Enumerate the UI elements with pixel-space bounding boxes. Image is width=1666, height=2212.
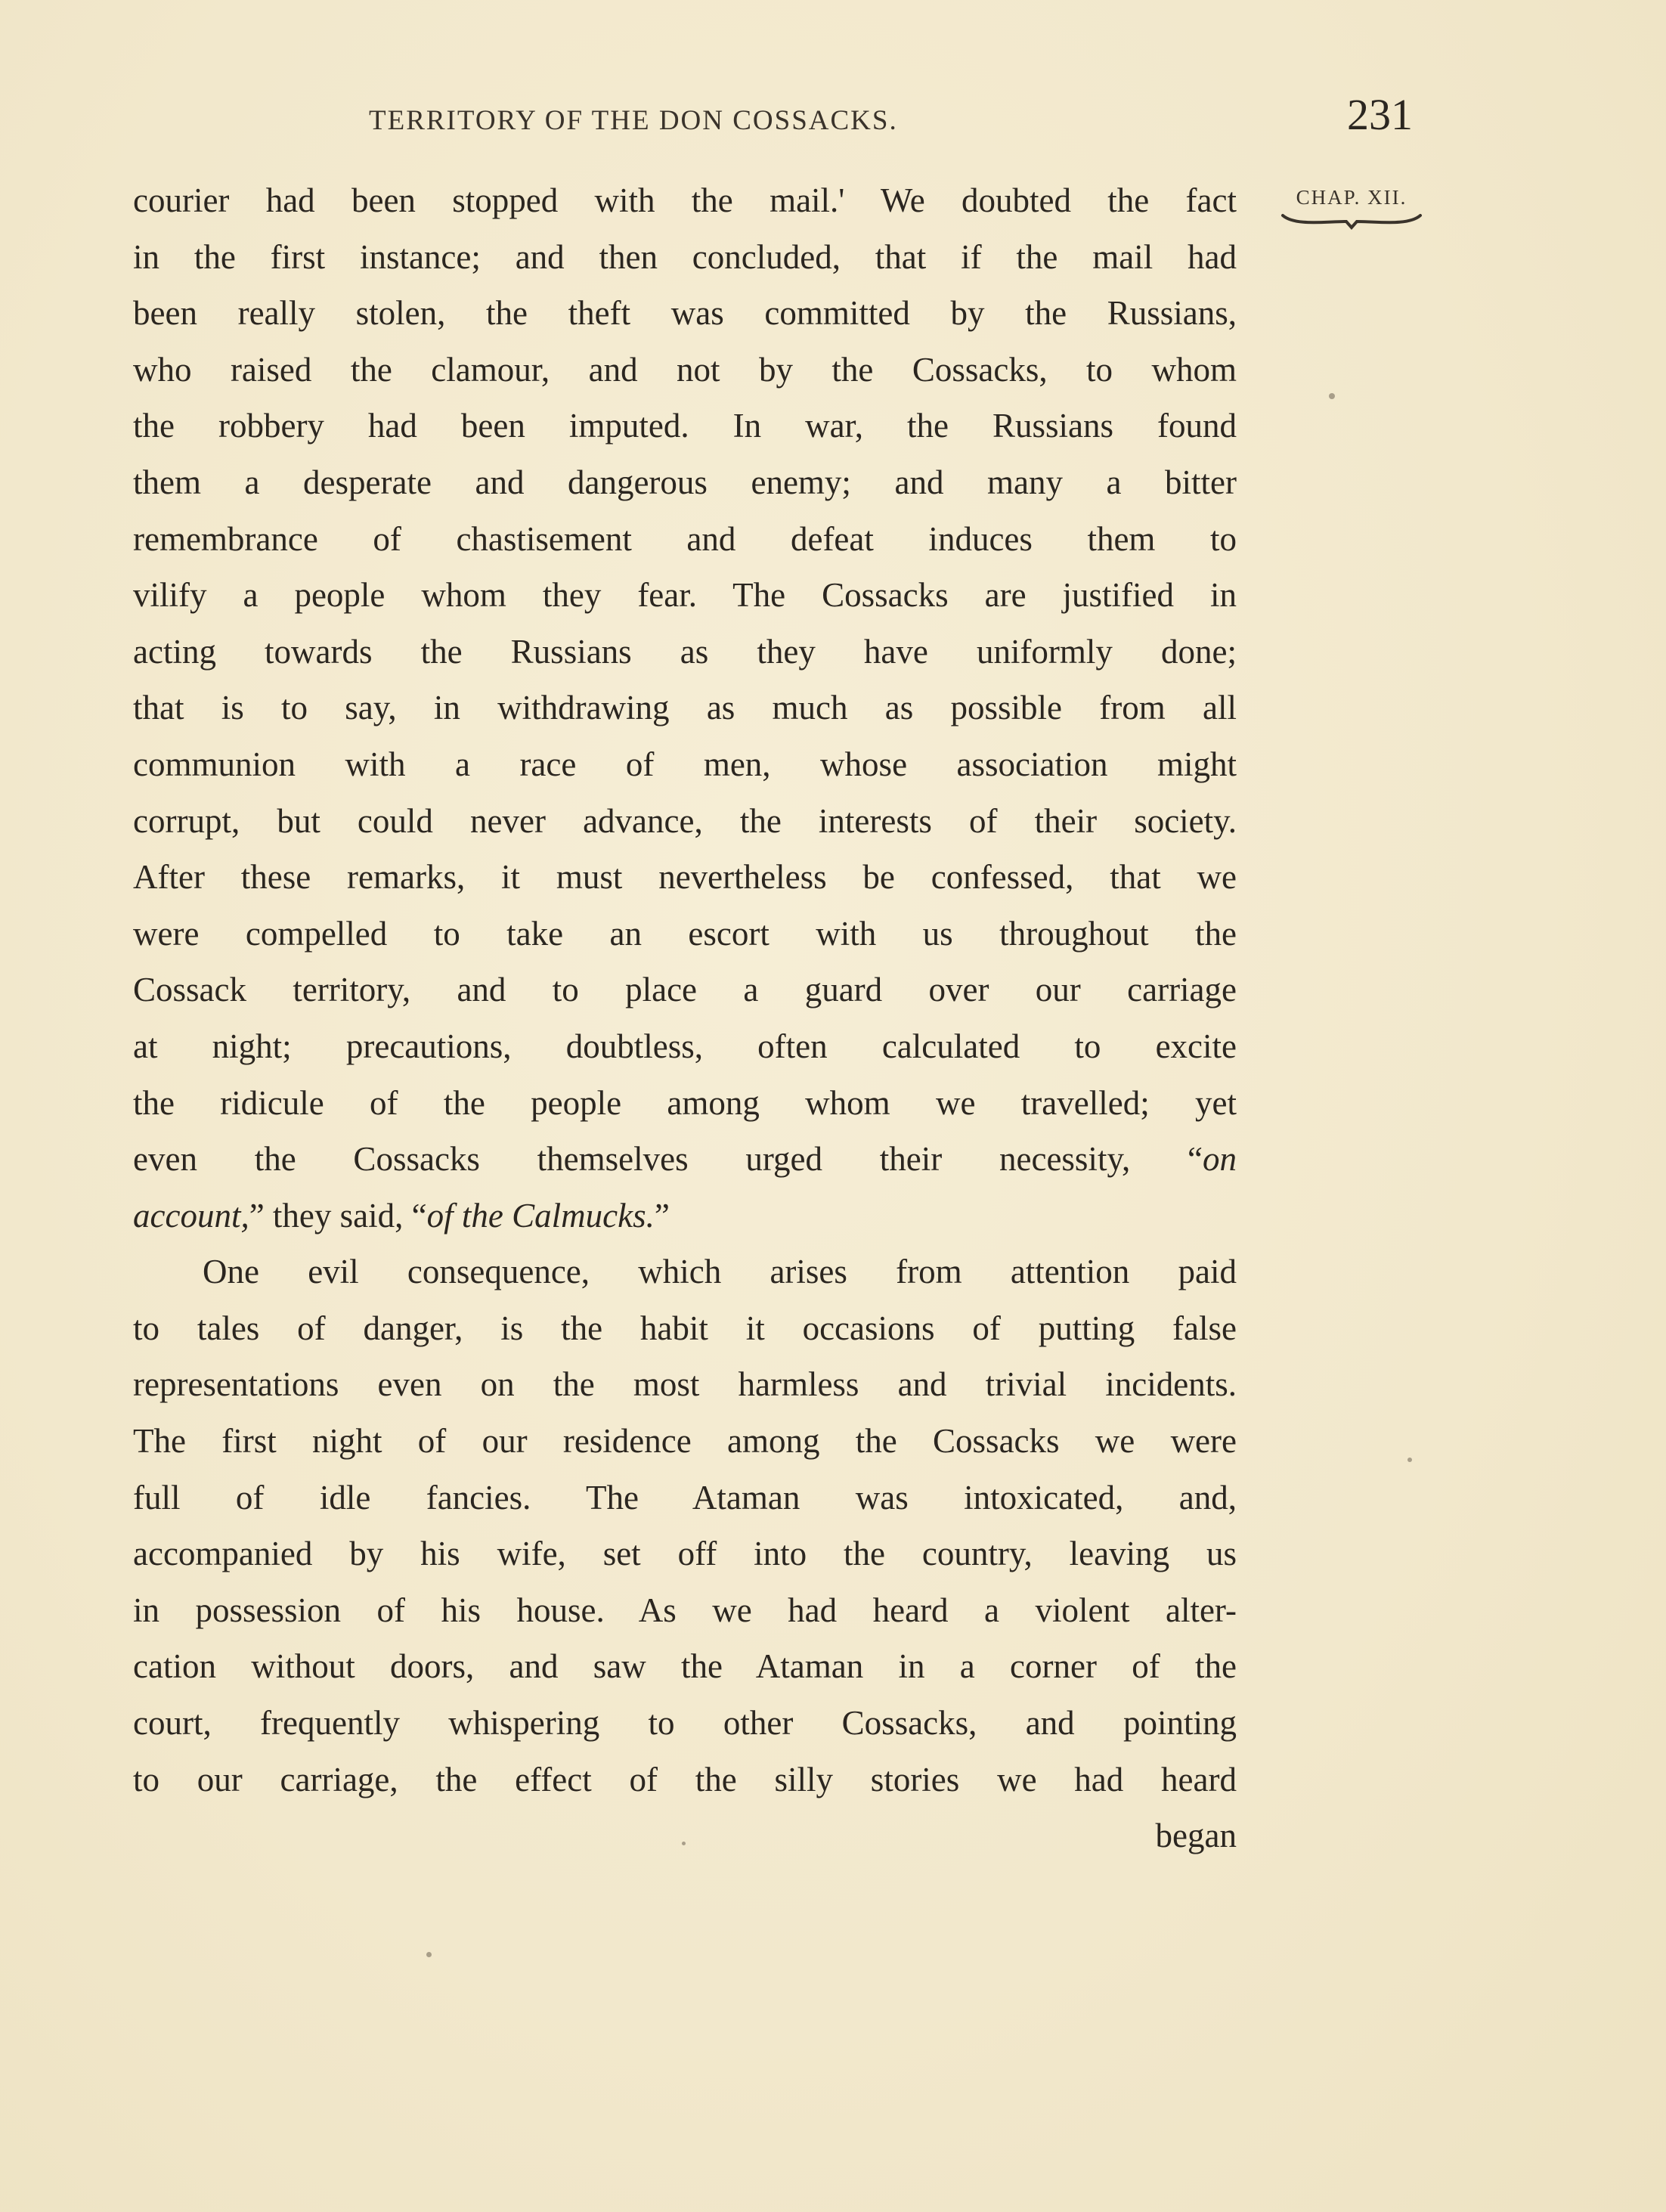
text-line-19-italic-start: account, [133, 1196, 249, 1235]
text-line-19-roman: ” they said, “ [249, 1196, 427, 1235]
paper-speck [426, 1952, 432, 1957]
text-line-20: One evil consequence, which arises from attention paid [203, 1253, 1237, 1291]
text-line-19-italic: of the Calmucks. [426, 1196, 655, 1235]
text-line-28: court, frequently whispering to other Cossacks, and pointing [133, 1704, 1237, 1743]
text-line-22: representations even on the most harmless and trivial incidents. [133, 1365, 1237, 1404]
text-line-6: them a desperate and dangerous enemy; and many a bitter [133, 463, 1237, 501]
text-line-23: The first night of our residence among the Cossacks we were [133, 1422, 1237, 1461]
text-line-19 [133, 1188, 1237, 1244]
text-line-11: communion with a race of men, whose association might [133, 745, 1237, 783]
text-line-29: to our carriage, the effect of the silly stories we had heard [133, 1760, 1237, 1798]
text-line-16: at night; precautions, doubtless, often calculated to excite [133, 1027, 1237, 1065]
text-line-27: cation without doors, and saw the Ataman in a corner of the [133, 1647, 1237, 1686]
paper-speck [1329, 393, 1335, 399]
text-line-17: the ridicule of the people among whom we travelled; yet [133, 1083, 1237, 1122]
text-line-2: in the first instance; and then concluded, that if the mail had [133, 237, 1237, 276]
brace-ornament-icon [1280, 211, 1423, 231]
text-line-4: who raised the clamour, and not by the Cossacks, to whom [133, 350, 1237, 389]
chapter-label: CHAP. XII. [1296, 186, 1407, 209]
text-line-15: Cossack territory, and to place a guard over our carriage [133, 971, 1237, 1009]
text-line-18-italic: on [1203, 1140, 1237, 1179]
text-line-5: the robbery had been imputed. In war, the Russians found [133, 407, 1237, 445]
text-line-14: were compelled to take an escort with us throughout the [133, 914, 1237, 953]
text-line-18-roman: even the Cossacks themselves urged their necessity, “ [133, 1140, 1203, 1179]
text-line-25: accompanied by his wife, set off into the country, leaving us [133, 1535, 1237, 1573]
text-line-8: vilify a people whom they fear. The Cossacks are justified in [133, 576, 1237, 615]
chapter-marker [1276, 186, 1427, 231]
text-line-12: corrupt, but could never advance, the interests of their society. [133, 801, 1237, 840]
text-line-13: After these remarks, it must nevertheless be confessed, that we [133, 858, 1237, 897]
text-line-19-tail: ” [654, 1196, 670, 1235]
text-line-9: acting towards the Russians as they have uniformly done; [133, 632, 1237, 671]
text-line-1: courier had been stopped with the mail.' We doubted the fact [133, 181, 1237, 219]
catchword: began [1155, 1817, 1237, 1855]
paper-speck [1407, 1458, 1412, 1462]
paper-speck [682, 1842, 686, 1845]
page-number: 231 [1347, 90, 1413, 139]
text-line-3: been really stolen, the theft was committed by the Russians, [133, 294, 1237, 333]
text-line-24: full of idle fancies. The Ataman was intoxicated, and, [133, 1478, 1237, 1516]
text-line-21: to tales of danger, is the habit it occasions of putting false [133, 1309, 1237, 1347]
body-text [133, 172, 1237, 1864]
text-line-10: that is to say, in withdrawing as much as possible from all [133, 689, 1237, 727]
running-head: TERRITORY OF THE DON COSSACKS. [369, 105, 898, 136]
text-line-7: remembrance of chastisement and defeat induces them to [133, 519, 1237, 558]
text-line-26: in possession of his house. As we had heard a violent alter- [133, 1591, 1237, 1629]
text-line-18 [133, 1131, 1237, 1188]
